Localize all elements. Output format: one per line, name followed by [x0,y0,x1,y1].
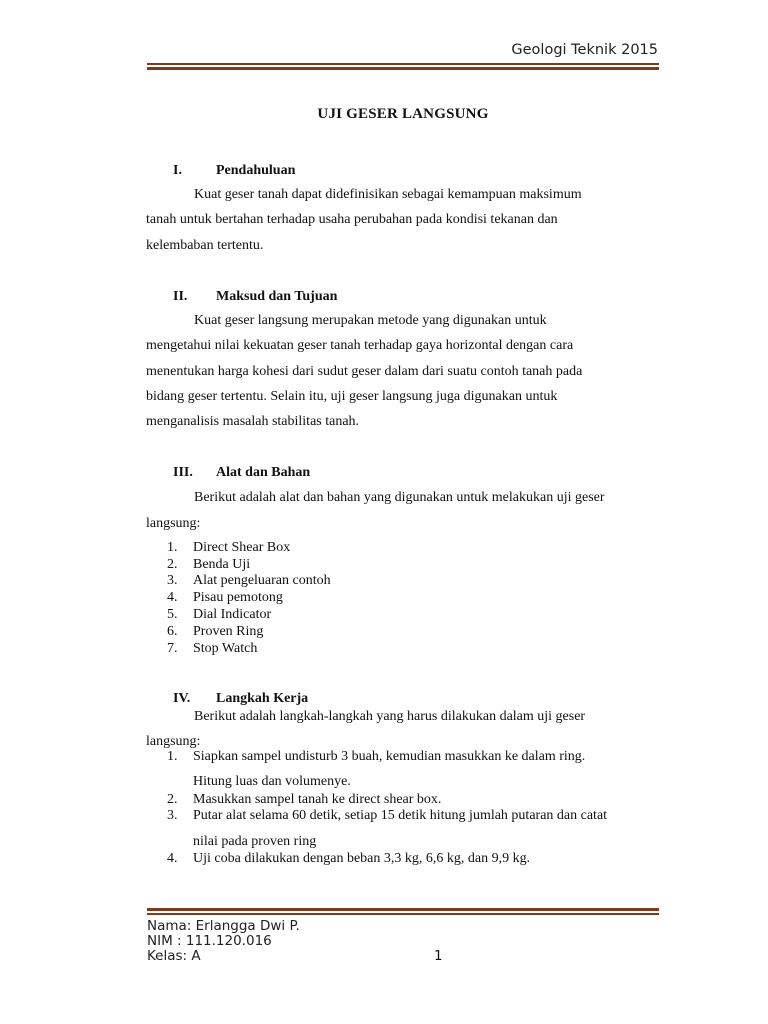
list-item: 4. Uji coba dilakukan dengan beban 3,3 kg, 6,6 kg, dan 9,9 kg. [167,851,531,866]
text-line: Kuat geser langsung merupakan metode yang digunakan untuk [194,313,547,328]
text-line: langsung: [146,734,201,749]
list-item: 2. Benda Uji [167,557,251,572]
footer-rule [147,908,659,915]
text-line: mengetahui nilai kekuatan geser tanah terhadap gaya horizontal dengan cara [146,338,574,353]
list-item: 7. Stop Watch [167,641,258,656]
section-title: Maksud dan Tujuan [216,289,338,304]
footer-nim: NIM : 111.120.016 [147,933,272,949]
list-item-continuation: Hitung luas dan volumenye. [193,774,351,789]
document-title: UJI GESER LANGSUNG [317,106,489,122]
list-item: 3. Alat pengeluaran contoh [167,573,331,588]
section-heading-alat [173,465,310,481]
section-heading-langkah [173,691,308,707]
section-title: Pendahuluan [216,163,296,178]
section-number: III. [173,465,193,480]
text-line: menentukan harga kohesi dari sudut geser dalam dari suatu contoh tanah pada [146,364,583,379]
section-number: IV. [173,691,191,706]
text-line: Kuat geser tanah dapat didefinisikan sebagai kemampuan maksimum [194,187,582,202]
text-line: tanah untuk bertahan terhadap usaha perubahan pada kondisi tekanan dan [146,212,558,227]
list-item: 5. Dial Indicator [167,607,272,622]
section-title: Alat dan Bahan [216,465,311,480]
footer-kelas: Kelas: A [147,948,201,964]
footer-name: Nama: Erlangga Dwi P. [147,918,300,934]
list-item: 6. Proven Ring [167,624,264,639]
section-number: II. [173,289,188,304]
list-item: 1. Siapkan sampel undisturb 3 buah, kemudian masukkan ke dalam ring. [167,749,586,764]
section-title: Langkah Kerja [216,691,309,706]
list-item-continuation: nilai pada proven ring [193,834,317,849]
list-item: 1. Direct Shear Box [167,540,291,555]
list-item: 2. Masukkan sampel tanah ke direct shear box. [167,792,442,807]
section-heading-maksud [173,289,337,305]
list-item: 3. Putar alat selama 60 detik, setiap 15 detik hitung jumlah putaran dan catat [167,808,608,823]
running-header: Geologi Teknik 2015 [511,42,658,58]
page-number: 1 [434,948,443,964]
text-line: bidang geser tertentu. Selain itu, uji geser langsung juga digunakan untuk [146,389,558,404]
list-item: 4. Pisau pemotong [167,590,283,605]
section-heading-pendahuluan [173,163,295,179]
text-line: langsung: [146,516,201,531]
text-line: kelembaban tertentu. [146,238,264,253]
text-line: Berikut adalah langkah-langkah yang harus dilakukan dalam uji geser [194,709,586,724]
header-rule [147,63,659,70]
section-number: I. [173,163,182,178]
text-line: menganalisis masalah stabilitas tanah. [146,414,360,429]
text-line: Berikut adalah alat dan bahan yang digunakan untuk melakukan uji geser [194,490,605,505]
